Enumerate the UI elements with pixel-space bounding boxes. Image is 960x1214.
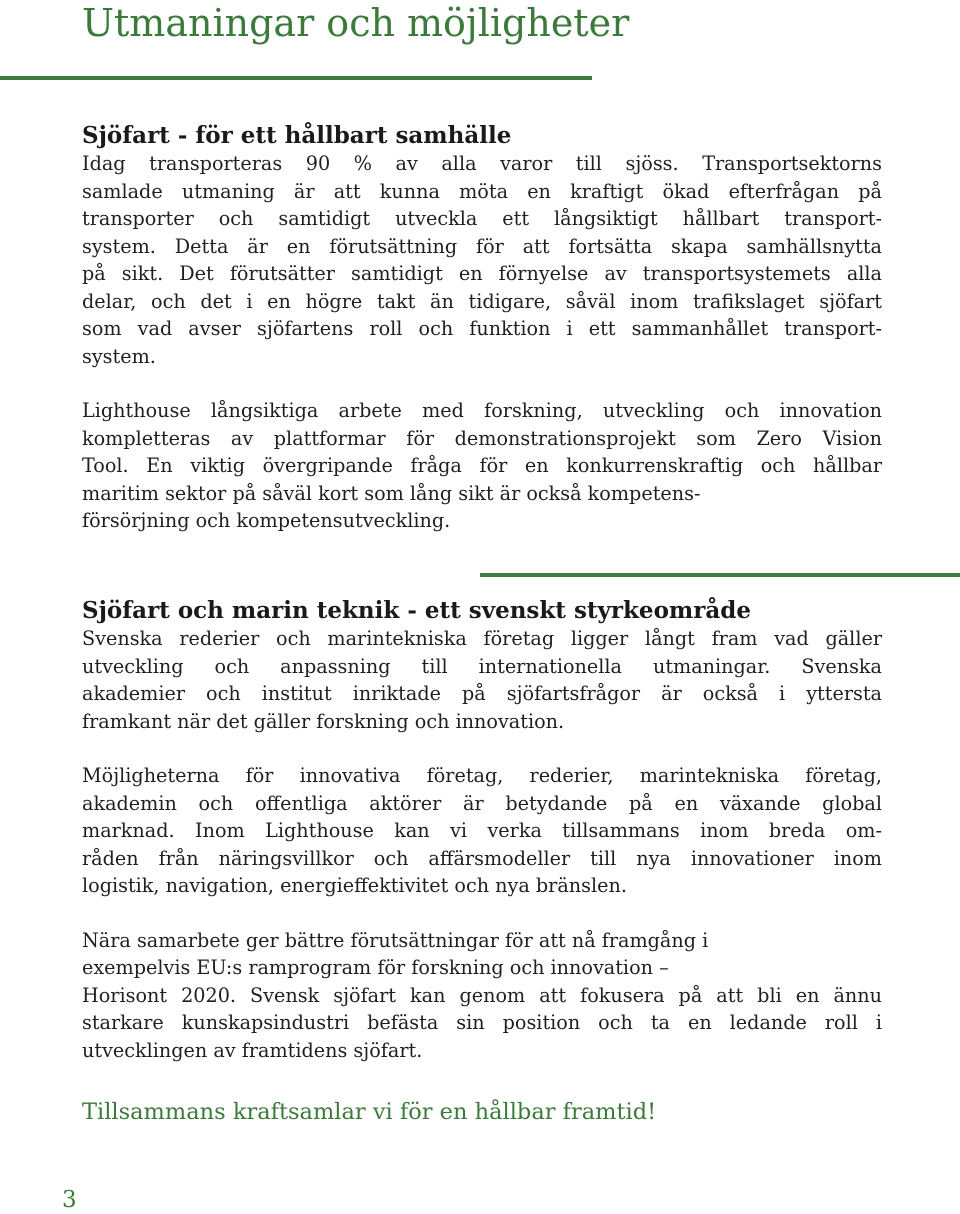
- paragraph: [82, 397, 882, 535]
- page-title: Utmaningar och möjligheter: [82, 1, 630, 45]
- closing-statement: Tillsammans kraftsamlar vi för en hållbar framtid!: [82, 1099, 657, 1125]
- text-line: delar, och det i en högre takt än tidigare, såväl inom trafikslaget sjöfart: [82, 289, 882, 313]
- text-line: system. Detta är en förutsättning för att fortsätta skapa samhällsnytta: [82, 234, 882, 258]
- text-line: akademin och offentliga aktörer är betydande på en växande global: [82, 791, 882, 815]
- text-line: Horisont 2020. Svensk sjöfart kan genom att fokusera på att bli en ännu: [82, 983, 882, 1007]
- text-line: Nära samarbete ger bättre förutsättningar för att nå framgång i: [82, 928, 709, 952]
- text-line: utvecklingen av framtidens sjöfart.: [82, 1038, 423, 1062]
- text-line: system.: [82, 344, 156, 368]
- text-line: framkant när det gäller forskning och innovation.: [82, 709, 565, 733]
- section-sustainable-shipping: [82, 122, 882, 535]
- text-line: råden från näringsvillkor och affärsmodeller till nya innovationer inom: [82, 846, 882, 870]
- paragraph: [82, 150, 882, 370]
- text-line: marknad. Inom Lighthouse kan vi verka tillsammans inom breda om-: [82, 819, 882, 842]
- text-line: transporter och samtidigt utveckla ett långsiktigt hållbart transport-: [82, 207, 882, 230]
- text-line: som vad avser sjöfartens roll och funktion i ett sammanhållet transport-: [82, 317, 882, 340]
- paragraph: [82, 625, 882, 735]
- text-line: Lighthouse långsiktiga arbete med forskning, utveckling och innovation: [82, 399, 882, 422]
- title-divider: [0, 76, 592, 80]
- text-line: starkare kunskapsindustri befästa sin position och ta en ledande roll i: [82, 1011, 882, 1034]
- section-marine-technology: [82, 597, 882, 1064]
- text-line: kompletteras av plattformar för demonstrationsprojekt som Zero Vision: [82, 426, 882, 450]
- text-line: på sikt. Det förutsätter samtidigt en förnyelse av transportsystemets alla: [82, 262, 882, 285]
- text-line: Idag transporteras 90 % av alla varor till sjöss. Transportsektorns: [82, 152, 882, 175]
- paragraph: [82, 927, 882, 1065]
- section-heading: Sjöfart - för ett hållbart samhälle: [82, 122, 512, 149]
- page-number: 3: [62, 1187, 77, 1213]
- text-line: exempelvis EU:s ramprogram för forskning och innovation –: [82, 956, 669, 979]
- text-line: samlade utmaning är att kunna möta en kraftigt ökad efterfrågan på: [82, 179, 882, 203]
- text-line: försörjning och kompetensutveckling.: [82, 509, 451, 532]
- text-line: Tool. En viktig övergripande fråga för en konkurrenskraftig och hållbar: [82, 454, 882, 477]
- text-line: Svenska rederier och marintekniska företag ligger långt fram vad gäller: [82, 627, 882, 650]
- section-divider: [480, 573, 960, 577]
- text-line: akademier och institut inriktade på sjöfartsfrågor är också i yttersta: [82, 682, 882, 705]
- text-line: logistik, navigation, energieffektivitet och nya bränslen.: [82, 874, 627, 897]
- text-line: Möjligheterna för innovativa företag, rederier, marintekniska företag,: [82, 764, 882, 787]
- section-heading: Sjöfart och marin teknik - ett svenskt styrkeområde: [82, 597, 751, 624]
- text-line: maritim sektor på såväl kort som lång sikt är också kompetens-: [82, 481, 701, 505]
- text-line: utveckling och anpassning till internationella utmaningar. Svenska: [82, 654, 882, 678]
- paragraph: [82, 762, 882, 900]
